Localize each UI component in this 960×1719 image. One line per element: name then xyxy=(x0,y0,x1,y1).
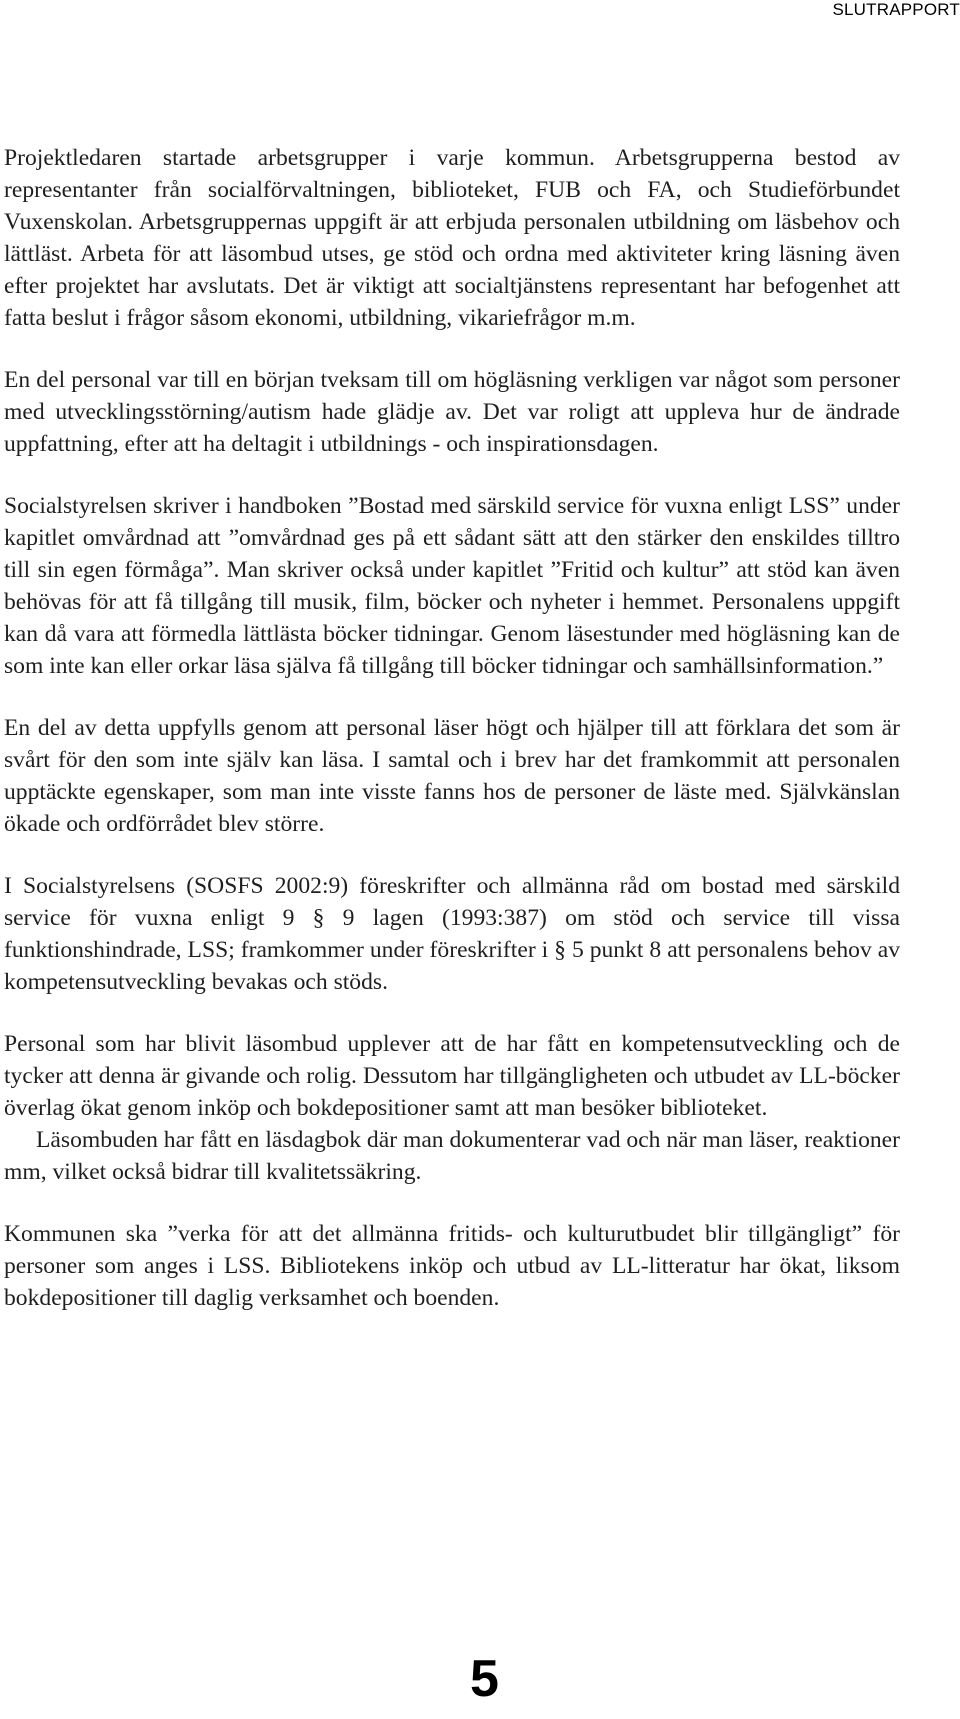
paragraph-socialstyrelsen-handbook: Socialstyrelsen skriver i handboken ”Bostad med särskild service för vuxna enligt LSS” under kapitlet omvårdnad att ”omvårdnad ges på ett sådant sätt att den stärker den enskildes tilltro till sin egen förmåga”. Man skriver också under kapitlet ”Fritid och kultur” att stöd kan även behövas för att få tillgång till musik, film, böcker och nyheter i hemmet. Personalens uppgift kan då vara att förmedla lättlästa böcker tidningar. Genom läsestunder med högläsning kan de som inte kan eller orkar läsa själva få tillgång till böcker tidningar och samhällsinformation.” xyxy=(4,493,900,679)
document-body xyxy=(4,142,900,1314)
paragraph-staff-attitude: En del personal var till en början tveksam till om högläsning verkligen var något som personer med utvecklingsstörning/autism hade glädje av. Det var roligt att uppleva hur de ändrade uppfattning, efter att ha deltagit i utbildnings - och inspirationsdagen. xyxy=(4,367,900,457)
paragraph-reading-aloud: En del av detta uppfylls genom att personal läser högt och hjälper till att förklara det som är svårt för den som inte själv kan läsa. I samtal och i brev har det framkommit att personalen upptäckte egenskaper, som man inte visste fanns hos de personer de läste med. Självkänslan ökade och ordförrådet blev större. xyxy=(4,715,900,837)
paragraph-municipality-duty: Kommunen ska ”verka för att det allmänna fritids- och kulturutbudet blir tillgängligt” för personer som anges i LSS. Bibliotekens inköp och utbud av LL-litteratur har ökat, liksom bokdepositioner till daglig verksamhet och boenden. xyxy=(4,1221,900,1311)
document-header: SLUTRAPPORT xyxy=(832,0,960,19)
paragraph-project-groups: Projektledaren startade arbetsgrupper i varje kommun. Arbetsgrupperna bestod av representanter från socialförvaltningen, biblioteket, FUB och FA, och Studieförbundet Vuxenskolan. Arbetsgruppernas uppgift är att erbjuda personalen utbildning om läsbehov och lättläst. Arbeta för att läsombud utses, ge stöd och ordna med aktiviteter kring läsning även efter projektet har avslutats. Det är viktigt att socialtjänstens representant har befogenhet att fatta beslut i frågor såsom ekonomi, utbildning, vikariefrågor m.m. xyxy=(4,145,900,331)
paragraph-sosfs-regulation: I Socialstyrelsens (SOSFS 2002:9) föreskrifter och allmänna råd om bostad med särskild service för vuxna enligt 9 § 9 lagen (1993:387) om stöd och service till vissa funktionshindrade, LSS; framkommer under föreskrifter i § 5 punkt 8 att personalens behov av kompetensutveckling bevakas och stöds. xyxy=(4,873,900,995)
paragraph-reading-representatives: Personal som har blivit läsombud upplever att de har fått en kompetensutveckling och de tycker att denna är givande och rolig. Dessutom har tillgängligheten och utbudet av LL-böcker överlag ökat genom inköp och bokdepositioner samt att man besöker biblioteket. xyxy=(4,1031,900,1121)
page-number: 5 xyxy=(470,1650,499,1708)
paragraph-reading-diary: Läsombuden har fått en läsdagbok där man dokumenterar vad och när man läser, reaktioner mm, vilket också bidrar till kvalitetssäkring. xyxy=(4,1127,900,1185)
